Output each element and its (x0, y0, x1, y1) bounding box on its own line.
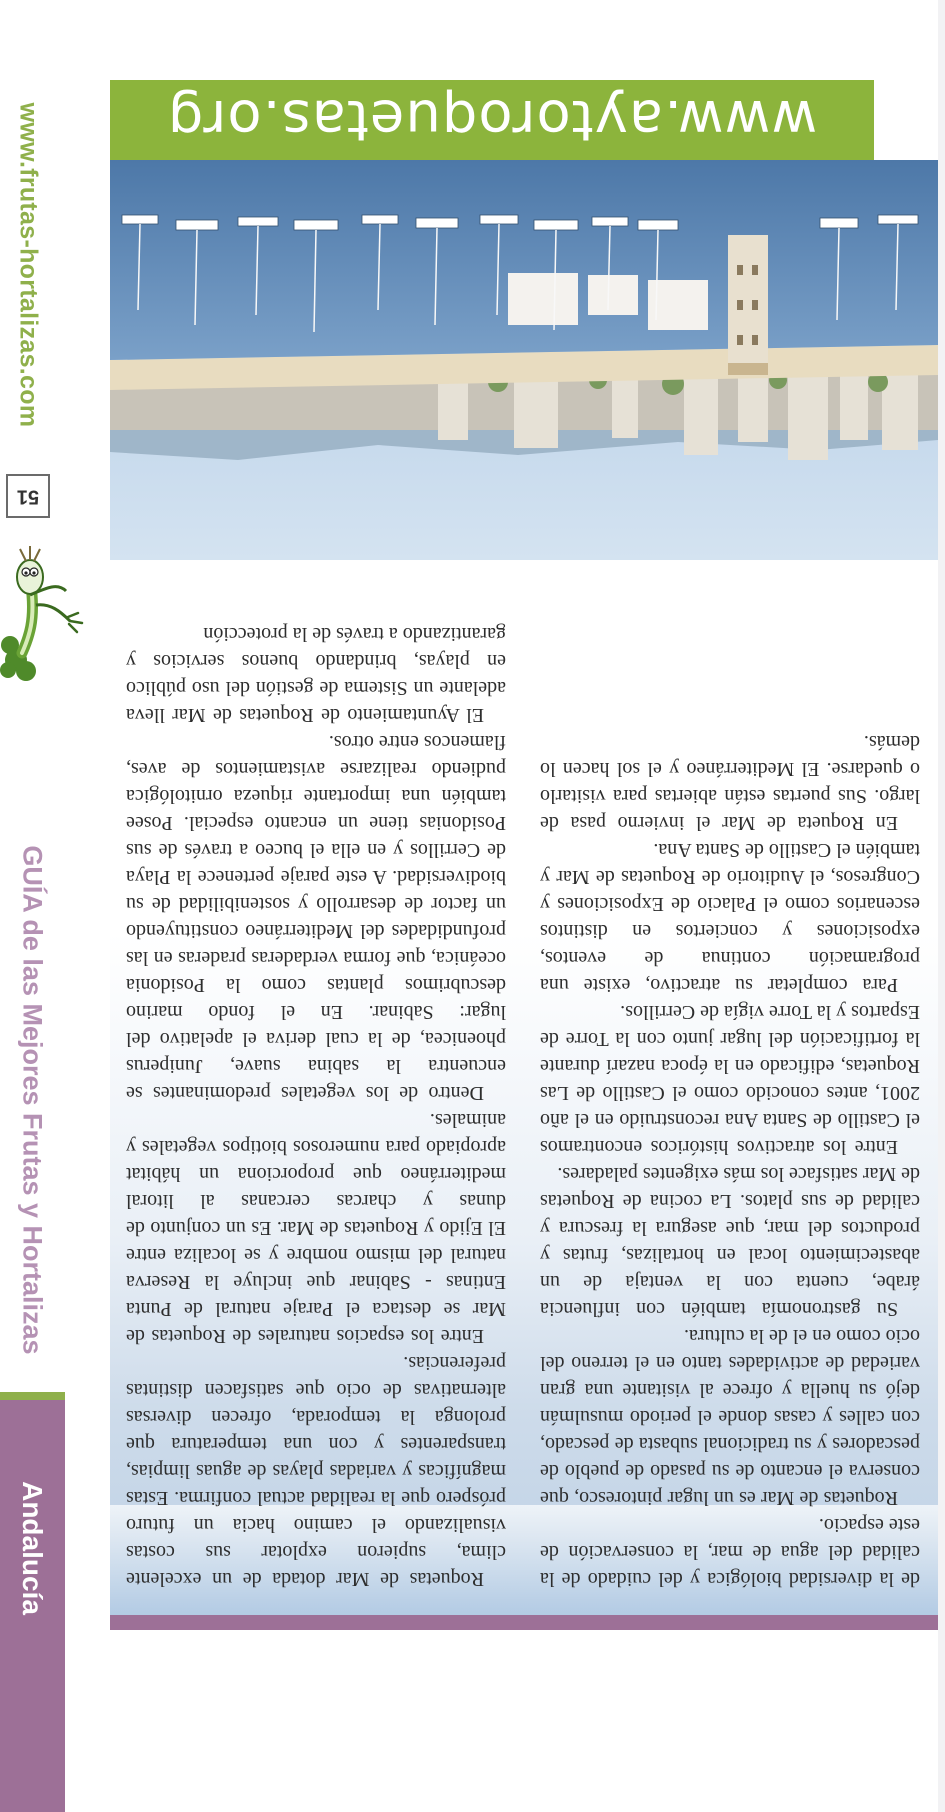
paragraph: Su gastronomía también con influencia árabe, cuenta con la ventaja de un abastecimiento local en hortalizas, frutas y productos del mar, que asegura la frescura y calidad de sus platos. La cocina de Roquetas de Mar satisface los más exigentes paladares. (540, 1163, 920, 1320)
paragraph: Roquetas de Mar es un lugar pintoresco, que conserva el encanto de su pasado de pueblo de pescadores y su tradicional subasta de pescado, con calles y casas donde el periodo musulmán dejó su huella y ofrece al visitante una gran variedad de actividades tanto en el terreno del ocio como en el de la cultura. (540, 1325, 920, 1509)
paragraph: Entre los espacios naturales de Roquetas de Mar se destaca el Paraje natural de Punta Entinas - Sabinar que incluye la Reserva natural del mismo nombre y se localiza entre El Ejido y Roquetas de Mar. Es un conjunto de dunas y charcas cercanas al litoral mediterráneo que proporciona un hábitat apropiado para numerosos biotipos vegetales y animales. (126, 1109, 506, 1347)
paragraph: Dentro de los vegetales predominantes se encuentra la sabina suave, Juniperus phoenicea, de la cual deriva el apelativo del lugar: Sabinar. En el fondo marino descubrimos plantas como la Posidonia oceánica, que forma verdaderas praderas en las profundidades del Mediterráneo constituyendo un factor de desarrollo y sostenibilidad de su biodiversidad. A este paraje pertenece la Playa de Cerrillos y en ella el buceo a través de sus Posidonias tiene un encanto especial. Posee también una importante riqueza ornitológica pudiendo realizarse avistamientos de aves, flamencos entre otros. (126, 731, 506, 1104)
banner-url[interactable]: www.aytoroquetas.org (166, 87, 818, 153)
vegetable-mascot-icon (0, 525, 90, 685)
side-website-url: www.frutas-hortalizas.com (14, 102, 43, 428)
upside-down-layout (110, 80, 938, 1630)
article-column-left (540, 728, 920, 1592)
guide-title: GUÍA de las Mejores Frutas y Hortalizas (17, 845, 48, 1355)
page-number-box (6, 474, 50, 518)
right-page-edge (938, 0, 945, 1812)
paragraph: Entre los atractivos históricos encontramos el Castillo de Santa Ana reconstruido en el año 2001, antes conocido como el Castillo de Las Roquetas, edificado en la época nazarí durante la fortificación del lugar junto con la Torre de Espartos y la Torre vigía de Cerrillos. (540, 1001, 920, 1158)
region-label: Andalucía (17, 1481, 48, 1615)
article-column-right (126, 620, 506, 1592)
paragraph: Roquetas de Mar dotada de un excelente clima, supieron explotar sus costas visualizando el camino hacia un futuro próspero que la realidad actual confirma. Estas magníficas y variadas playas de aguas limpias, transparentes y con una temperatura que prolonga la temporada, ofrecen diversas alternativas de ocio que satisfacen distintas preferencias. (126, 1352, 506, 1590)
paragraph: El Ayuntamiento de Roquetas de Mar lleva adelante un Sistema de gestión del uso público en playas, brindando buenos servicios y garantizando a través de la protección (126, 623, 506, 726)
paragraph: de la diversidad biológica y del cuidado de la calidad del agua de mar, la conservación de este espacio. (540, 1514, 920, 1590)
top-accent-strip (110, 1615, 938, 1630)
paragraph: Para completar su atractivo, existe una programación continua de eventos, exposiciones y conciertos en distintos escenarios como el Palacio de Exposiciones y Congresos, el Auditorio de Roquetas de Mar y también el Castillo de Santa Ana. (540, 839, 920, 996)
paragraph: En Roqueta de Mar el invierno pasa de largo. Sus puertas están abiertas para visitarlo o quedarse. El Mediterráneo y el sol hacen lo demás. (540, 731, 920, 834)
page-number: 51 (16, 485, 40, 508)
content-panel (110, 80, 938, 1630)
marina-photo (110, 160, 938, 560)
side-green-divider (0, 1392, 65, 1400)
url-banner (110, 80, 874, 160)
